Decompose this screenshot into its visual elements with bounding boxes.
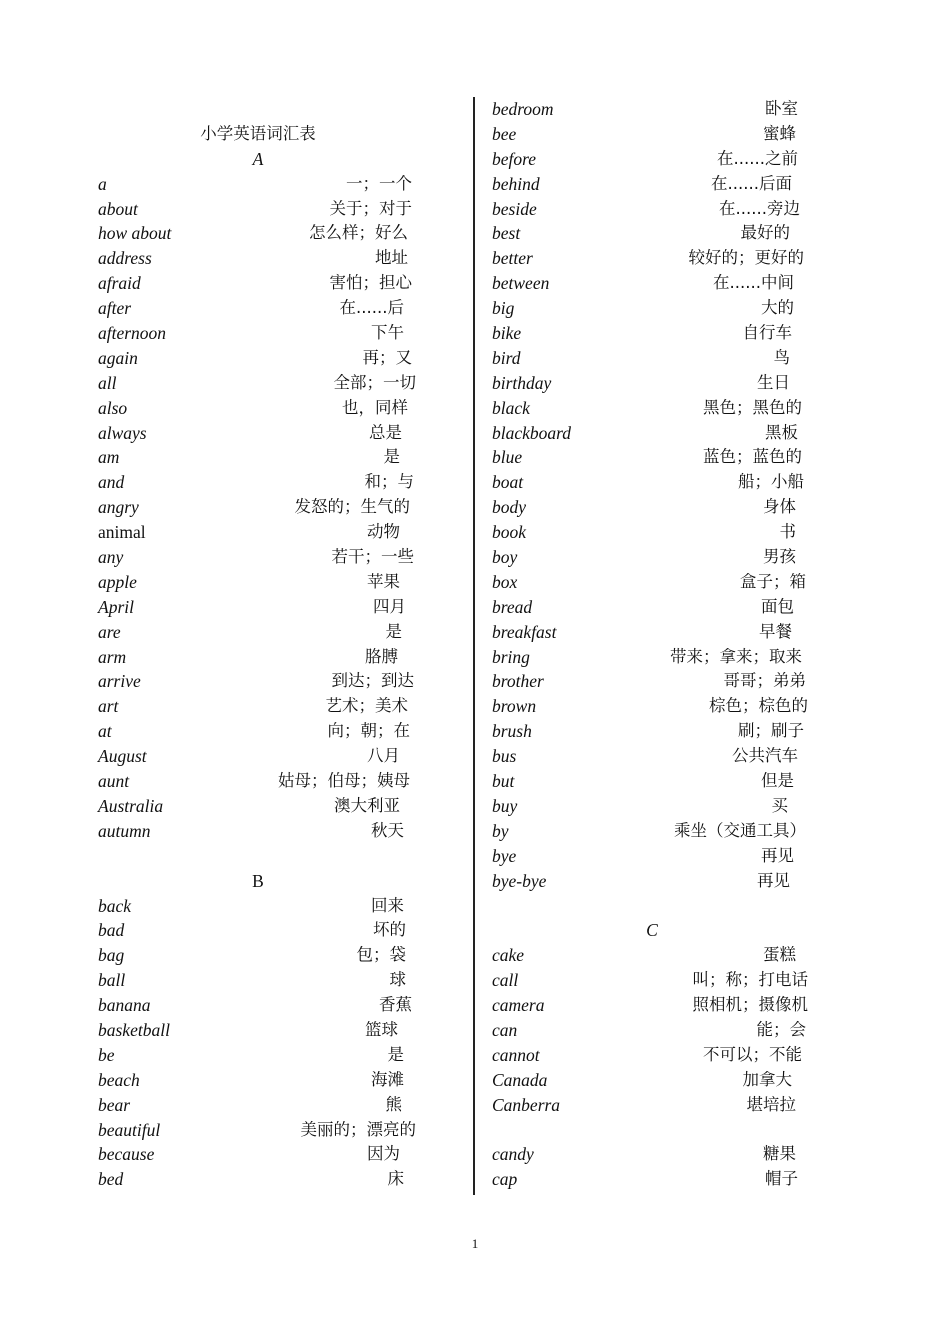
- english-word: aunt: [98, 771, 130, 792]
- english-word: black: [492, 397, 530, 418]
- chinese-translation: 艺术；美术: [325, 696, 408, 716]
- chinese-translation: 能；会: [756, 1019, 806, 1039]
- english-word: boat: [492, 472, 524, 493]
- english-word: beach: [98, 1069, 140, 1090]
- chinese-translation: 海滩: [371, 1069, 404, 1089]
- chinese-translation: 美丽的；漂亮的: [300, 1119, 416, 1139]
- chinese-translation: 全部；一切: [333, 372, 416, 392]
- vocab-entry: [98, 371, 418, 396]
- vocab-entry: [98, 421, 418, 446]
- english-word: call: [492, 970, 519, 991]
- english-word: breakfast: [492, 621, 557, 642]
- chinese-translation: 蓝色；蓝色的: [703, 447, 802, 467]
- vocab-entry: [98, 1018, 418, 1043]
- vocab-entry: [492, 1142, 812, 1167]
- english-word: cap: [492, 1169, 518, 1190]
- english-word: all: [98, 372, 117, 393]
- vocab-entry: [492, 346, 812, 371]
- vocab-entry: [492, 794, 812, 819]
- english-word: bee: [492, 123, 517, 144]
- vocab-entry: [492, 1167, 812, 1192]
- chinese-translation: 球: [389, 970, 406, 990]
- section-letter-heading: A: [252, 148, 264, 169]
- english-word: back: [98, 895, 132, 916]
- english-word: after: [98, 298, 132, 319]
- english-word: bring: [492, 646, 530, 667]
- english-word: bear: [98, 1094, 131, 1115]
- english-word: brother: [492, 671, 544, 692]
- chinese-translation: 乘坐（交通工具）: [674, 820, 806, 840]
- chinese-translation: 蜜蜂: [763, 123, 796, 143]
- chinese-translation: 堪培拉: [746, 1094, 796, 1114]
- vocab-entry: [492, 844, 812, 869]
- chinese-translation: 篮球: [365, 1019, 398, 1039]
- chinese-translation: 棕色；棕色的: [709, 696, 808, 716]
- vocab-entry: [98, 396, 418, 421]
- english-word: address: [98, 248, 152, 269]
- chinese-translation: 到达；到达: [331, 671, 414, 691]
- english-word: afraid: [98, 273, 141, 294]
- vocab-entry: [98, 495, 418, 520]
- english-word: be: [98, 1044, 115, 1065]
- blank-line: [98, 844, 418, 869]
- vocab-entry: [492, 1018, 812, 1043]
- english-word: animal: [98, 522, 146, 543]
- section-letter-heading: B: [252, 870, 264, 891]
- chinese-translation: 再见: [761, 845, 794, 865]
- vocab-entry: [98, 620, 418, 645]
- english-word: bread: [492, 596, 533, 617]
- english-word: best: [492, 223, 521, 244]
- section-letter-heading: C: [646, 920, 658, 941]
- english-word: bad: [98, 920, 125, 941]
- english-word: how about: [98, 223, 172, 244]
- english-word: afternoon: [98, 323, 167, 344]
- chinese-translation: 但是: [761, 771, 794, 791]
- vocab-entry: [98, 470, 418, 495]
- chinese-translation: 船；小船: [738, 472, 804, 492]
- chinese-translation: 坏的: [373, 920, 406, 940]
- english-word: bye-bye: [492, 870, 547, 891]
- chinese-translation: 在......中间: [713, 273, 794, 293]
- vocab-entry: [98, 719, 418, 744]
- vocab-entry: [492, 744, 812, 769]
- chinese-translation: 照相机；摄像机: [692, 995, 808, 1015]
- english-word: camera: [492, 995, 545, 1016]
- chinese-translation: 也，同样: [342, 397, 408, 417]
- chinese-translation: 男孩: [763, 547, 796, 567]
- blank-line: [492, 1118, 812, 1143]
- english-word: are: [98, 621, 121, 642]
- vocab-entry: [98, 1043, 418, 1068]
- english-word: better: [492, 248, 533, 269]
- page-number: 1: [471, 1236, 479, 1251]
- english-word: big: [492, 298, 515, 319]
- english-word: at: [98, 721, 112, 742]
- page-title: 小学英语词汇表: [200, 123, 316, 143]
- chinese-translation: 总是: [369, 422, 402, 442]
- vocab-entry: [492, 520, 812, 545]
- vocab-entry: [492, 421, 812, 446]
- english-word: bed: [98, 1169, 124, 1190]
- english-word: beside: [492, 198, 537, 219]
- chinese-translation: 姑母；伯母；姨母: [278, 771, 410, 791]
- chinese-translation: 卧室: [765, 99, 798, 118]
- vocab-entry: [98, 346, 418, 371]
- english-word: basketball: [98, 1019, 170, 1040]
- vocab-entry: [98, 221, 418, 246]
- chinese-translation: 最好的: [740, 223, 790, 243]
- english-word: art: [98, 696, 119, 717]
- english-word: between: [492, 273, 550, 294]
- chinese-translation: 面包: [761, 596, 794, 616]
- chinese-translation: 黑板: [765, 422, 798, 442]
- vocab-entry: [492, 296, 812, 321]
- vocab-entry: [98, 694, 418, 719]
- english-word: bedroom: [492, 99, 554, 119]
- vocab-entry: [492, 470, 812, 495]
- english-word: blackboard: [492, 422, 572, 443]
- vocab-entry: [98, 769, 418, 794]
- vocab-entry: [98, 595, 418, 620]
- vocab-entry: [492, 545, 812, 570]
- chinese-translation: 不可以；不能: [703, 1044, 802, 1064]
- vocab-entry: [492, 221, 812, 246]
- chinese-translation: 哥哥；弟弟: [723, 671, 806, 691]
- vocab-entry: [492, 620, 812, 645]
- english-word: by: [492, 820, 509, 841]
- english-word: cake: [492, 945, 525, 966]
- vocab-entry: [98, 197, 418, 222]
- english-word: blue: [492, 447, 523, 468]
- chinese-translation: 早餐: [759, 621, 792, 641]
- chinese-translation: 大的: [761, 298, 794, 318]
- blank-line: [492, 894, 812, 919]
- vocab-entry: [492, 147, 812, 172]
- vocab-entry: [98, 993, 418, 1018]
- english-word: buy: [492, 795, 518, 816]
- chinese-translation: 熊: [385, 1094, 402, 1114]
- vocab-entry: [492, 197, 812, 222]
- chinese-translation: 在......之前: [717, 148, 798, 168]
- vocab-entry: [98, 545, 418, 570]
- vocab-entry: [98, 794, 418, 819]
- chinese-translation: 害怕；担心: [329, 273, 412, 293]
- vocab-entry: [98, 894, 418, 919]
- chinese-translation: 带来；拿来；取来: [670, 646, 802, 666]
- english-word: apple: [98, 571, 137, 592]
- english-word: candy: [492, 1144, 534, 1165]
- chinese-translation: 若干；一些: [331, 547, 414, 567]
- vocab-entry: [98, 296, 418, 321]
- english-word: birthday: [492, 372, 552, 393]
- english-word: cannot: [492, 1044, 540, 1065]
- english-word: angry: [98, 497, 139, 518]
- vocab-entry: [492, 645, 812, 670]
- english-word: beautiful: [98, 1119, 161, 1140]
- chinese-translation: 书: [779, 522, 796, 542]
- english-word: can: [492, 1019, 518, 1040]
- vocab-entry: [98, 968, 418, 993]
- chinese-translation: 糖果: [763, 1144, 796, 1164]
- english-word: box: [492, 571, 518, 592]
- english-word: but: [492, 771, 515, 792]
- english-word: Canberra: [492, 1094, 561, 1115]
- chinese-translation: 一；一个: [346, 173, 412, 193]
- vocab-entry: [98, 1068, 418, 1093]
- english-word: bike: [492, 323, 522, 344]
- chinese-translation: 在......旁边: [719, 198, 800, 218]
- vocab-entry: [492, 122, 812, 147]
- chinese-translation: 身体: [763, 497, 796, 517]
- english-word: body: [492, 497, 527, 518]
- chinese-translation: 较好的；更好的: [688, 248, 804, 268]
- chinese-translation: 是: [383, 447, 400, 467]
- english-word: a: [98, 173, 107, 194]
- english-word: banana: [98, 995, 151, 1016]
- vocab-entry: [98, 172, 418, 197]
- vocab-entry: [98, 744, 418, 769]
- vocab-entry: [98, 445, 418, 470]
- english-word: boy: [492, 547, 518, 568]
- chinese-translation: 帽子: [765, 1169, 798, 1189]
- english-word: also: [98, 397, 128, 418]
- chinese-translation: 怎么样；好么: [309, 223, 408, 243]
- english-word: before: [492, 148, 537, 169]
- english-word: arm: [98, 646, 127, 667]
- vocab-entry: [492, 396, 812, 421]
- chinese-translation: 加拿大: [742, 1069, 792, 1089]
- vocab-entry: [492, 819, 812, 844]
- chinese-translation: 蛋糕: [763, 945, 796, 965]
- vocab-entry: [98, 1118, 418, 1143]
- english-word: am: [98, 447, 120, 468]
- column-divider: [473, 97, 475, 1195]
- chinese-translation: 生日: [757, 372, 790, 392]
- english-word: any: [98, 547, 124, 568]
- english-word: April: [98, 596, 134, 617]
- vocab-entry: [492, 943, 812, 968]
- chinese-translation: 自行车: [742, 323, 792, 343]
- vocab-entry: [492, 1043, 812, 1068]
- chinese-translation: 是: [385, 621, 402, 641]
- vocab-entry: [98, 1167, 418, 1192]
- english-word: about: [98, 198, 138, 219]
- vocab-entry: [98, 271, 418, 296]
- english-word: ball: [98, 970, 126, 991]
- vocab-entry: [492, 371, 812, 396]
- vocab-entry: [492, 321, 812, 346]
- vocab-column-right: [492, 97, 812, 1192]
- chinese-translation: 在......后面: [711, 173, 792, 193]
- vocab-entry: [98, 918, 418, 943]
- vocab-entry: [98, 321, 418, 346]
- vocab-column-left: [98, 97, 418, 1192]
- chinese-translation: 胳膊: [365, 646, 398, 666]
- chinese-translation: 因为: [367, 1144, 400, 1164]
- english-word: always: [98, 422, 147, 443]
- chinese-translation: 在......后: [339, 298, 404, 318]
- vocab-entry: [492, 595, 812, 620]
- chinese-translation: 再；又: [362, 347, 412, 367]
- vocab-entry: [98, 520, 418, 545]
- english-word: arrive: [98, 671, 141, 692]
- chinese-translation: 黑色；黑色的: [703, 397, 802, 417]
- english-word: Canada: [492, 1069, 548, 1090]
- chinese-translation: 香蕉: [379, 995, 412, 1015]
- chinese-translation: 是: [387, 1044, 404, 1064]
- chinese-translation: 澳大利亚: [334, 795, 400, 815]
- english-word: bird: [492, 347, 521, 368]
- chinese-translation: 下午: [371, 323, 404, 343]
- chinese-translation: 八月: [367, 746, 400, 766]
- vocab-entry: [492, 445, 812, 470]
- vocab-entry: [492, 172, 812, 197]
- chinese-translation: 再见: [757, 870, 790, 890]
- chinese-translation: 买: [771, 795, 788, 815]
- vocab-entry: [98, 570, 418, 595]
- vocab-entry: [98, 645, 418, 670]
- vocab-entry: [492, 1068, 812, 1093]
- vocab-entry: [492, 993, 812, 1018]
- chinese-translation: 苹果: [367, 571, 400, 591]
- chinese-translation: 地址: [375, 248, 408, 268]
- english-word: August: [98, 746, 147, 767]
- vocab-entry: [492, 1093, 812, 1118]
- vocab-entry: [98, 246, 418, 271]
- chinese-translation: 鸟: [773, 347, 790, 367]
- chinese-translation: 刷；刷子: [738, 721, 804, 741]
- chinese-translation: 和；与: [364, 472, 414, 492]
- english-word: Australia: [98, 795, 164, 816]
- vocab-entry: [492, 694, 812, 719]
- chinese-translation: 秋天: [371, 820, 404, 840]
- vocab-entry: [492, 769, 812, 794]
- english-word: bye: [492, 845, 517, 866]
- chinese-translation: 盒子；箱: [740, 571, 806, 591]
- chinese-translation: 四月: [373, 596, 406, 616]
- vocab-entry: [492, 495, 812, 520]
- vocab-entry: [98, 1142, 418, 1167]
- english-word: book: [492, 522, 527, 543]
- english-word: autumn: [98, 820, 151, 841]
- chinese-translation: 向；朝；在: [327, 721, 410, 741]
- english-word: behind: [492, 173, 540, 194]
- vocab-entry: [492, 271, 812, 296]
- vocab-entry: [492, 869, 812, 894]
- vocab-entry: [492, 97, 812, 122]
- chinese-translation: 回来: [371, 895, 404, 915]
- vocab-entry: [492, 246, 812, 271]
- english-word: bus: [492, 746, 517, 767]
- vocab-entry: [98, 669, 418, 694]
- vocab-entry: [492, 570, 812, 595]
- chinese-translation: 叫；称；打电话: [692, 970, 808, 990]
- chinese-translation: 关于；对于: [329, 198, 412, 218]
- english-word: and: [98, 472, 125, 493]
- english-word: again: [98, 347, 138, 368]
- chinese-translation: 发怒的；生气的: [294, 497, 410, 517]
- chinese-translation: 动物: [367, 522, 400, 542]
- english-word: because: [98, 1144, 155, 1165]
- english-word: bag: [98, 945, 125, 966]
- blank-line: [98, 97, 418, 122]
- vocab-entry: [492, 669, 812, 694]
- chinese-translation: 床: [387, 1169, 404, 1189]
- vocab-entry: [98, 1093, 418, 1118]
- chinese-translation: 包；袋: [356, 945, 406, 965]
- english-word: brown: [492, 696, 537, 717]
- vocab-entry: [98, 943, 418, 968]
- vocab-entry: [98, 819, 418, 844]
- vocab-entry: [492, 968, 812, 993]
- english-word: brush: [492, 721, 532, 742]
- vocab-entry: [492, 719, 812, 744]
- chinese-translation: 公共汽车: [732, 746, 798, 766]
